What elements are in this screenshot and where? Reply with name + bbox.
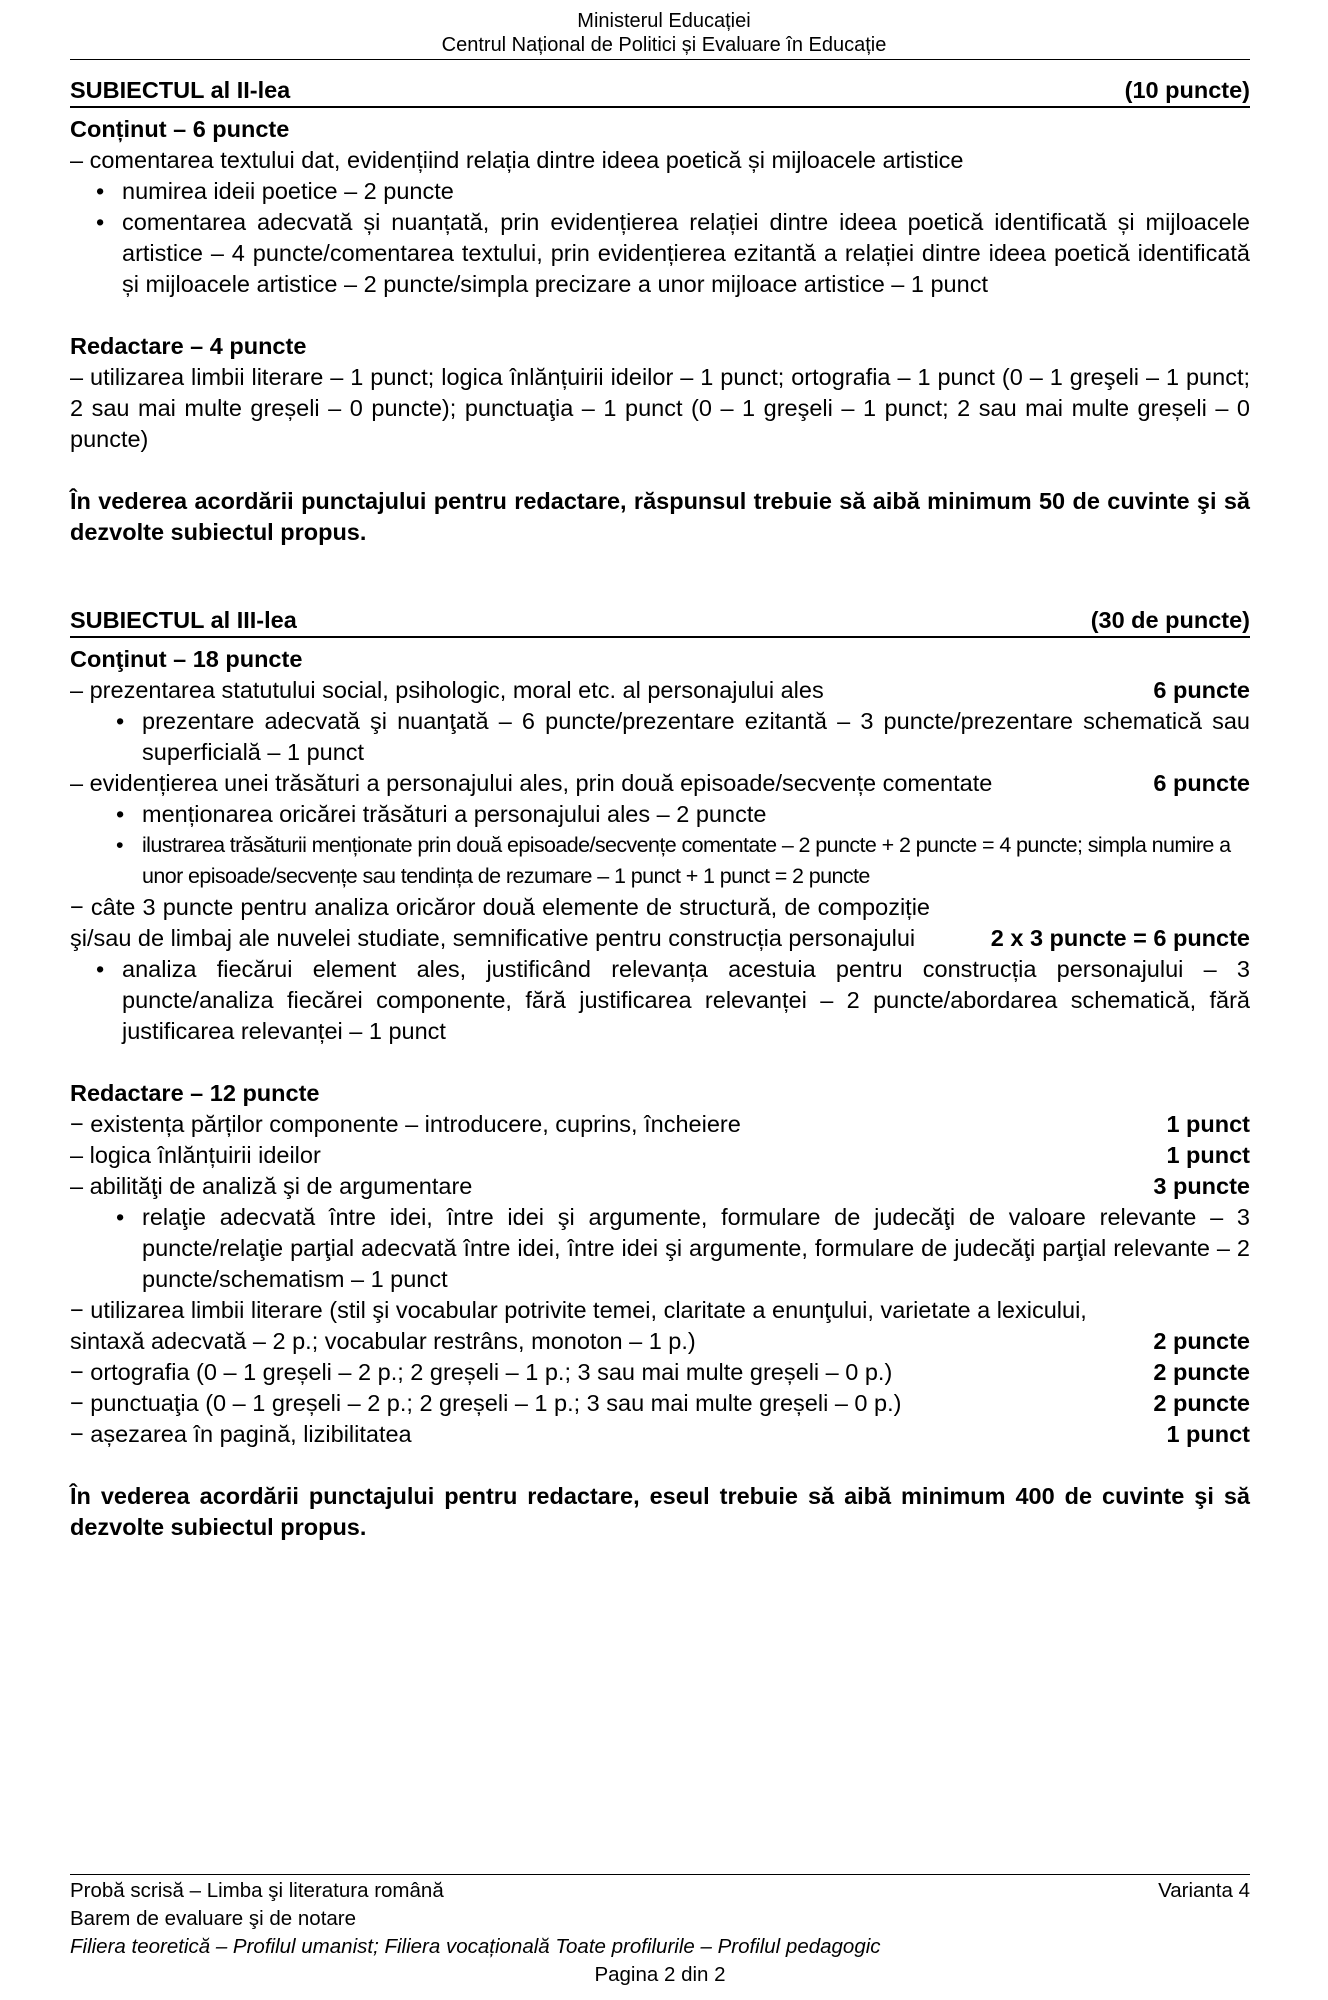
criterion-structure-points: 2 x 3 puncte = 6 puncte (990, 925, 1250, 951)
redact-analysis-text: – abilităţi de analiză şi de argumentare (70, 1173, 473, 1199)
redact-logic (70, 1140, 1250, 1171)
footer (70, 1877, 1250, 1989)
redact-logic-points: 1 punct (1166, 1142, 1250, 1168)
subject-2-content-heading: Conținut – 6 puncte (70, 116, 290, 142)
header-ministry: Ministerul Educației (577, 10, 751, 32)
redact-analysis-points: 3 puncte (1153, 1173, 1250, 1199)
footer-row-1 (70, 1877, 1250, 1905)
criterion-status-text: – prezentarea statutului social, psihologic, moral etc. al personajului ales (70, 677, 824, 703)
redact-spelling (70, 1357, 1250, 1388)
criterion-structure-text: − câte 3 puncte pentru analiza oricăror două elemente de structură, de compoziție şi/sau de limbaj ale nuvelei studiate, semnificative pentru construcția personajului (70, 894, 930, 951)
header-center: Centrul Național de Politici și Evaluare în Educație (441, 34, 887, 56)
subject-3-title-row (70, 604, 1250, 638)
subject-3-title: SUBIECTUL al III-lea (70, 607, 297, 633)
footer-profile: Filiera teoretică – Profilul umanist; Filiera vocațională Toate profilurile – Profilul pedagogic (70, 1935, 881, 1958)
criterion-status-points: 6 puncte (1153, 677, 1250, 703)
redact-language-points: 2 puncte (1153, 1328, 1250, 1354)
subject-2-body (70, 114, 1250, 548)
redact-parts-points: 1 punct (1166, 1111, 1250, 1137)
redact-parts (70, 1109, 1250, 1140)
criterion-trait-bullet-2: • ilustrarea trăsăturii menționate prin două episoade/secvențe comentate – 2 puncte + 2 puncte = 4 puncte; simpla numire a unor episoade/secvențe sau tendința de rezumare – 1 punct + 1 punct = 2 puncte (70, 830, 1250, 892)
footer-variant: Varianta 4 (1158, 1879, 1250, 1902)
redact-punctuation-text: − punctuaţia (0 – 1 greșeli – 2 p.; 2 greșeli – 1 p.; 3 sau mai multe greșeli – 0 p.) (70, 1390, 902, 1416)
subject-3-content-heading: Conţinut – 18 puncte (70, 646, 303, 672)
redact-spelling-points: 2 puncte (1153, 1359, 1250, 1385)
redact-layout-points: 1 punct (1166, 1421, 1250, 1447)
criterion-trait-points: 6 puncte (1153, 770, 1250, 796)
redact-punctuation (70, 1388, 1250, 1419)
subject-2-note: În vederea acordării punctajului pentru redactare, răspunsul trebuie să aibă minimum 50 de cuvinte şi să dezvolte subiectul propus. (70, 488, 1250, 545)
subject-3-points: (30 de puncte) (1090, 607, 1250, 633)
criterion-trait (70, 768, 1250, 799)
subject-2-title: SUBIECTUL al II-lea (70, 77, 291, 103)
subject-2-bullet-1: • numirea ideii poetice – 2 puncte (70, 176, 1250, 207)
subject-3-body (70, 644, 1250, 1543)
redact-analysis (70, 1171, 1250, 1202)
subject-2-redact-heading: Redactare – 4 puncte (70, 333, 307, 359)
footer-rule (70, 1874, 1250, 1875)
criterion-trait-text: – evidențierea unei trăsături a personajului ales, prin două episoade/secvențe comentate (70, 770, 993, 796)
subject-2-content-intro: – comentarea textului dat, evidențiind relația dintre ideea poetică și mijloacele artistice (70, 147, 964, 173)
redact-logic-text: – logica înlănțuirii ideilor (70, 1142, 321, 1168)
redact-language (70, 1326, 1250, 1357)
criterion-trait-bullet-1: • menționarea oricărei trăsături a personajului ales – 2 puncte (70, 799, 1250, 830)
subject-2-bullet-2: • comentarea adecvată și nuanțată, prin evidențierea relației dintre ideea poetică identificată și mijloacele artistice – 4 puncte/comentarea textului, prin evidențierea ezitantă a relației dintre ideea poetică identificată și mijloacele artistice – 2 puncte/simpla precizare a unor mijloace artistice – 1 punct (70, 207, 1250, 300)
subject-2-redact-text: – utilizarea limbii literare – 1 punct; logica înlănțuirii ideilor – 1 punct; ortografia – 1 punct (0 – 1 greşeli – 1 punct; 2 sau mai multe greșeli – 0 puncte); punctuaţia – 1 punct (0 – 1 greşeli – 1 punct; 2 sau mai multe greșeli – 0 puncte) (70, 364, 1250, 452)
footer-exam: Probă scrisă – Limba şi literatura română (70, 1879, 444, 1902)
subject-2-points: (10 puncte) (1124, 77, 1250, 103)
redact-analysis-bullet: • relaţie adecvată între idei, între idei şi argumente, formulare de judecăţi de valoare relevante – 3 puncte/relaţie parţial adecvată între idei, între idei şi argumente, formulare de judecăţi parţial relevante – 2 puncte/schematism – 1 punct (70, 1202, 1250, 1295)
footer-scheme: Barem de evaluare şi de notare (70, 1907, 357, 1930)
redact-layout (70, 1419, 1250, 1450)
criterion-structure-bullet: • analiza fiecărui element ales, justificând relevanța acestuia pentru construcția personajului – 3 puncte/analiza fiecărei componente, fără justificarea relevanței – 2 puncte/abordarea schematică, fără justificarea relevanței – 1 punct (70, 954, 1250, 1047)
subject-2-title-row (70, 74, 1250, 108)
redact-layout-text: − așezarea în pagină, lizibilitatea (70, 1421, 412, 1447)
criterion-status (70, 675, 1250, 706)
footer-page: Pagina 2 din 2 (594, 1963, 726, 1986)
redact-language-line-1: − utilizarea limbii literare (stil şi vocabular potrivite temei, claritate a enunţului, varietate a lexicului, (70, 1297, 1087, 1323)
header-rule (70, 59, 1250, 60)
criterion-structure (70, 892, 1250, 954)
redact-parts-text: − existența părților componente – introducere, cuprins, încheiere (70, 1111, 741, 1137)
criterion-status-bullet: • prezentare adecvată şi nuanţată – 6 puncte/prezentare ezitantă – 3 puncte/prezentare schematică sau superficială – 1 punct (70, 706, 1250, 768)
redact-punctuation-points: 2 puncte (1153, 1390, 1250, 1416)
redact-language-line-2: sintaxă adecvată – 2 p.; vocabular restrâns, monoton – 1 p.) (70, 1328, 696, 1354)
subject-3-redact-heading: Redactare – 12 puncte (70, 1080, 320, 1106)
redact-spelling-text: − ortografia (0 – 1 greșeli – 2 p.; 2 greșeli – 1 p.; 3 sau mai multe greșeli – 0 p.) (70, 1359, 893, 1385)
subject-3-note: În vederea acordării punctajului pentru redactare, eseul trebuie să aibă minimum 400 de cuvinte şi să dezvolte subiectul propus. (70, 1483, 1250, 1540)
